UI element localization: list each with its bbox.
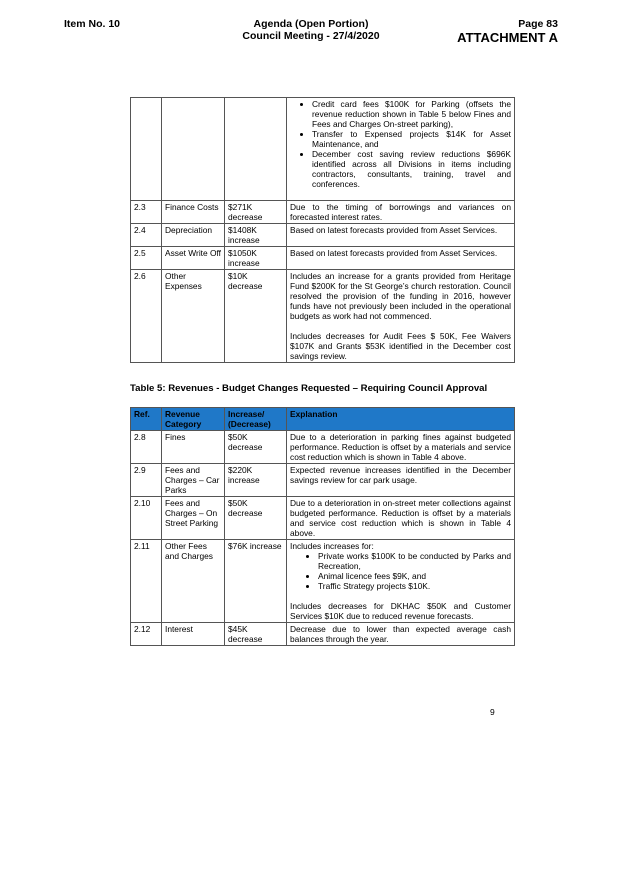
table-row <box>131 98 515 201</box>
meeting-date: Council Meeting - 27/4/2020 <box>242 30 380 42</box>
item-number: Item No. 10 <box>64 18 121 30</box>
column-header: Increase/ (Decrease) <box>225 408 287 431</box>
category-cell: Fines <box>162 431 225 464</box>
ref-cell: 2.5 <box>131 247 162 270</box>
table-caption: Table 5: Revenues - Budget Changes Requested – Requiring Council Approval <box>130 383 488 394</box>
list-item: • Transfer to Expensed projects $14K for Asset Maintenance, and <box>312 129 511 149</box>
explanation-cell: Based on latest forecasts provided from Asset Services. <box>287 224 515 247</box>
explanation-cell: Decrease due to lower than expected average cash balances through the year. <box>287 623 515 646</box>
change-cell: $1408K increase <box>225 224 287 247</box>
explanation-paragraph: Includes decreases for DKHAC $50K and Customer Services $10K due to reduced revenue forecasts. <box>290 601 511 621</box>
change-cell: $50K decrease <box>225 497 287 540</box>
change-cell: $271K decrease <box>225 201 287 224</box>
ref-cell: 2.8 <box>131 431 162 464</box>
change-cell: $50K decrease <box>225 431 287 464</box>
list-item: • Credit card fees $100K for Parking (offsets the revenue reduction shown in Table 5 below Fines and Fees and Charges On-street parking), <box>312 99 511 129</box>
change-cell: $76K increase <box>225 540 287 623</box>
attachment-label: ATTACHMENT A <box>457 30 558 45</box>
column-header: Ref. <box>131 408 162 431</box>
category-cell: Fees and Charges – Car Parks <box>162 464 225 497</box>
category-cell: Fees and Charges – On Street Parking <box>162 497 225 540</box>
explanation-paragraph: Includes decreases for Audit Fees $ 50K, Fee Waivers $107K and Grants $53K identified in the December cost savings review. <box>290 331 511 361</box>
explanation-cell: Due to the timing of borrowings and variances on forecasted interest rates. <box>287 201 515 224</box>
ref-cell: 2.9 <box>131 464 162 497</box>
agenda-title: Agenda (Open Portion) <box>253 18 369 30</box>
explanation-cell: Expected revenue increases identified in the December savings review for car park usage. <box>287 464 515 497</box>
explanation-cell: Due to a deterioration in parking fines against budgeted performance. Reduction is offset by a materials and service cost reduction which is shown in Table 4 above. <box>287 431 515 464</box>
table-header-row <box>131 408 515 431</box>
list-item: • Animal licence fees $9K, and <box>318 571 511 581</box>
table-row <box>131 497 515 540</box>
revenues-table <box>130 407 515 646</box>
ref-cell: 2.4 <box>131 224 162 247</box>
page-label: Page 83 <box>518 18 558 30</box>
change-cell: $1050K increase <box>225 247 287 270</box>
explanation-cell: Based on latest forecasts provided from Asset Services. <box>287 247 515 270</box>
list-item: • Traffic Strategy projects $10K. <box>318 581 511 591</box>
ref-cell: 2.3 <box>131 201 162 224</box>
expenses-table-continuation <box>130 97 515 363</box>
change-cell: $10K decrease <box>225 270 287 363</box>
table-row <box>131 201 515 224</box>
table-row <box>131 540 515 623</box>
column-header: Explanation <box>287 408 515 431</box>
table-row <box>131 464 515 497</box>
column-header: Revenue Category <box>162 408 225 431</box>
explanation-cell <box>287 270 515 363</box>
list-item: • Private works $100K to be conducted by Parks and Recreation, <box>318 551 511 571</box>
explanation-cell <box>287 98 515 201</box>
page-heading <box>457 18 558 45</box>
category-cell: Interest <box>162 623 225 646</box>
category-cell: Other Expenses <box>162 270 225 363</box>
explanation-cell <box>287 540 515 623</box>
ref-cell: 2.6 <box>131 270 162 363</box>
change-cell: $45K decrease <box>225 623 287 646</box>
category-cell: Other Fees and Charges <box>162 540 225 623</box>
change-cell: $220K increase <box>225 464 287 497</box>
table-row <box>131 247 515 270</box>
table-row <box>131 623 515 646</box>
explanation-cell: Due to a deterioration in on-street meter collections against budgeted performance. Reduction is offset by a materials and service cost reduction which is shown in Table 4 above. <box>287 497 515 540</box>
explanation-paragraph: Includes an increase for a grants provided from Heritage Fund $200K for the St George’s church restoration. Council resolved the provision of the funding in 2016, however funds have not previously been included in the operational budgets as work had not commenced. <box>290 271 511 321</box>
category-cell: Depreciation <box>162 224 225 247</box>
explanation-paragraph: Includes increases for: <box>290 541 374 551</box>
list-item: • December cost saving review reductions $696K identified across all Divisions in items including contractors, consultants, training, travel and conferences. <box>312 149 511 189</box>
table-row <box>131 431 515 464</box>
ref-cell: 2.10 <box>131 497 162 540</box>
table-row <box>131 270 515 363</box>
category-cell: Finance Costs <box>162 201 225 224</box>
ref-cell: 2.12 <box>131 623 162 646</box>
table-row <box>131 224 515 247</box>
ref-cell: 2.11 <box>131 540 162 623</box>
page-number: 9 <box>490 707 495 717</box>
category-cell: Asset Write Off <box>162 247 225 270</box>
